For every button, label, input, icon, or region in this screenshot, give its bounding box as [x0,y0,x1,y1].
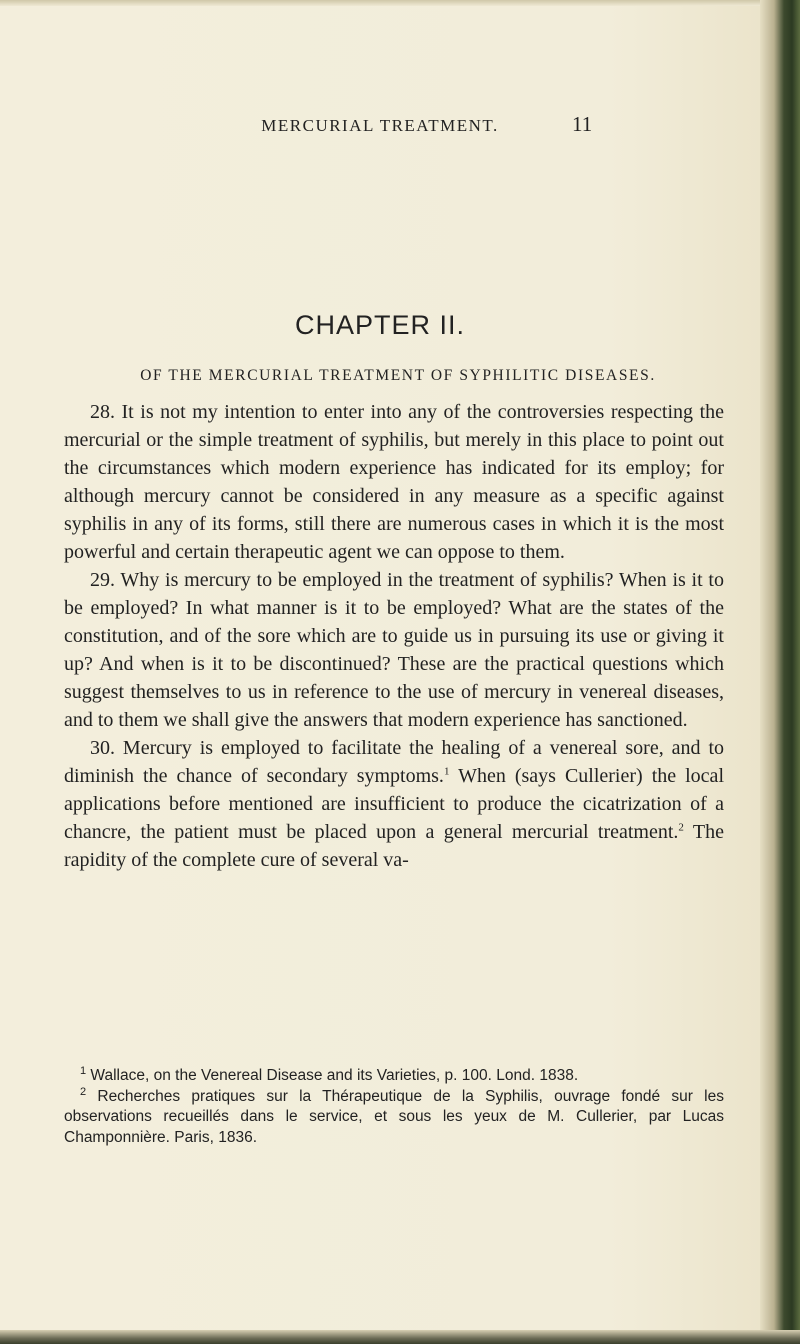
running-head: MERCURIAL TREATMENT. [261,116,499,135]
paragraph-30-part2: When (says Cullerier) the local applications before mentioned are insufficient to produce the cicatrization of a chancre, the patient must be placed upon a general mercurial treatment. [64,765,724,843]
body-text [64,398,724,874]
book-spine-edge [760,0,800,1344]
chapter-subtitle: OF THE MERCURIAL TREATMENT OF SYPHILITIC DISEASES. [140,367,656,384]
footnote-2 [64,1087,724,1149]
footnote-1 [64,1066,724,1087]
paragraph-28: 28. It is not my intention to enter into any of the controversies respecting the mercurial or the simple treatment of syphilis, but merely in this place to point out the circumstances which modern experience has indicated for its employ; for although mercury cannot be considered in any measure as a specific against syphilis in any of its forms, still there are numerous cases in which it is the most powerful and certain therapeutic agent we can oppose to them. [64,401,724,563]
footnote-ref-2: 2 [678,821,684,834]
paragraph-30 [64,734,724,874]
footnote-2-text: Recherches pratiques sur la Thérapeutique de la Syphilis, ouvrage fondé sur les observations recueillés dans le service, et sous les yeux de M. Cullerier, par Lucas Champonnière. Paris, 1836. [64,1087,724,1146]
page-top-edge [0,0,760,6]
footnote-mark-2: 2 [80,1085,87,1098]
page-bottom-edge [0,1330,800,1344]
paragraph-30-part3: The rapidity of the complete cure of several va- [64,821,724,871]
footnote-mark-1: 1 [80,1064,87,1077]
footnotes [64,1066,724,1148]
page-number: 11 [572,112,593,136]
paragraph-29: 29. Why is mercury to be employed in the treatment of syphilis? When is it to be employed? In what manner is it to be employed? What are the states of the constitution, and of the sore which are to guide us in pursuing its use or giving it up? And when is it to be discontinued? These are the practical questions which suggest themselves to us in reference to the use of mercury in venereal diseases, and to them we shall give the answers that modern experience has sanctioned. [64,569,724,731]
paragraph-30-part1: 30. Mercury is employed to facilitate the healing of a venereal sore, and to diminish the chance of secondary symptoms. [64,737,724,787]
footnote-ref-1: 1 [443,765,450,778]
chapter-title: CHAPTER II. [294,310,466,340]
footnote-1-text: Wallace, on the Venereal Disease and its Varieties, p. 100. Lond. 1838. [86,1067,579,1084]
